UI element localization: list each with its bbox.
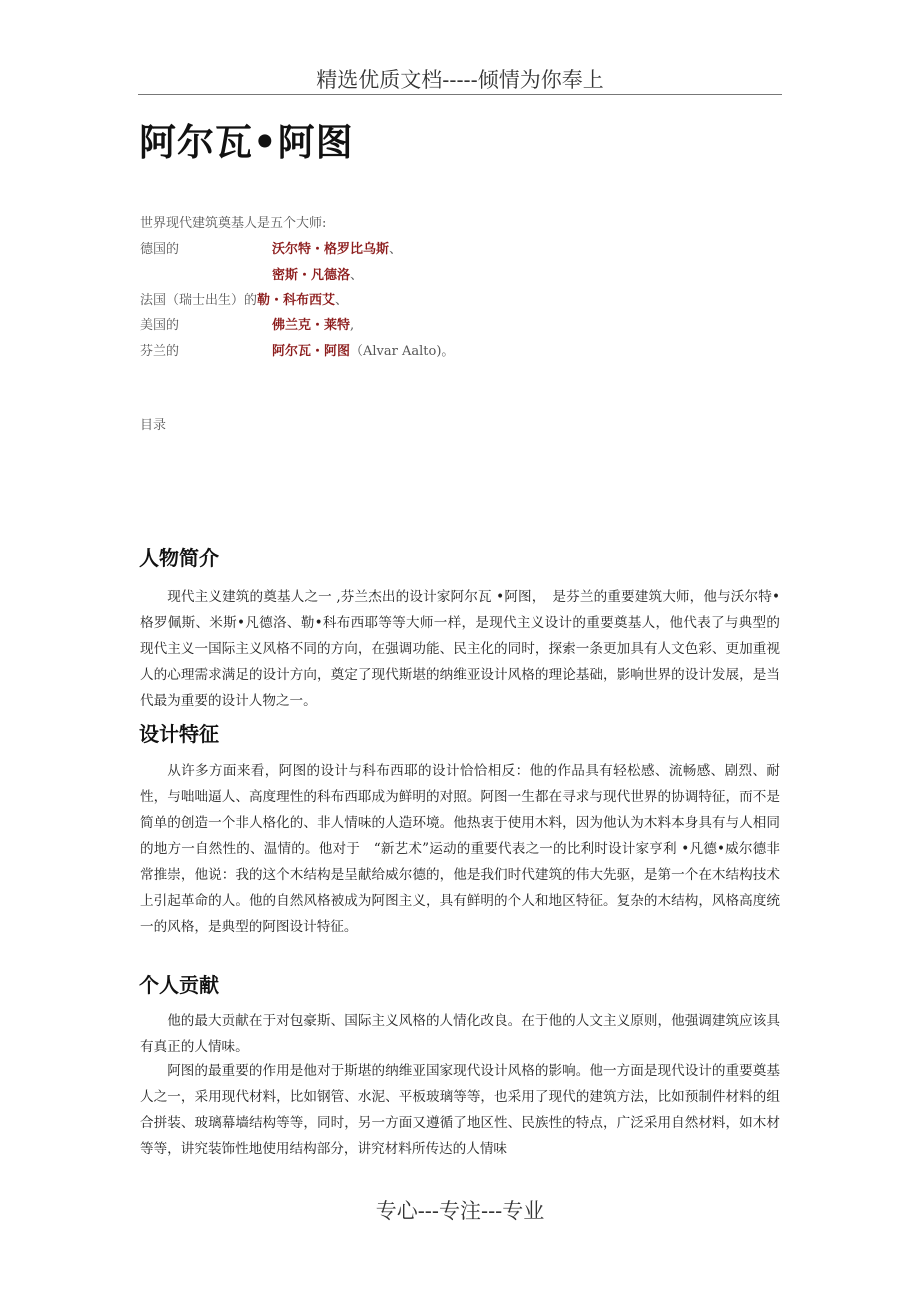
master-name: 佛兰克・莱特, (272, 318, 355, 333)
page-header: 精选优质文档-----倾情为你奉上 (316, 68, 604, 92)
contributions-paragraph: 他的最大贡献在于对包豪斯、国际主义风格的人情化改良。在于他的人文主义原则，他强调建筑应该具有真正的人情味。 (140, 1013, 780, 1055)
masters-intro: 世界现代建筑奠基人是五个大师: (140, 216, 327, 231)
master-country: 法国（瑞士出生）的 (140, 293, 258, 308)
master-country: 美国的 (140, 318, 180, 333)
master-row (140, 340, 455, 359)
master-country: 芬兰的 (140, 344, 180, 359)
section-heading-contributions: 个人贡献 (139, 973, 219, 997)
table-of-contents-label: 目录 (140, 418, 167, 433)
design-features-paragraph: 从许多方面来看，阿图的设计与科布西耶的设计恰恰相反：他的作品具有轻松感、流畅感、剧烈、耐性，与咄咄逼人、高度理性的科布西耶成为鲜明的对照。阿图一生都在寻求与现代世界的协调特征，而不是简单的创造一个非人格化的、非人情味的人造环境。他热衷于使用木料，因为他认为木料本身具有与人相同的地方一自然性的、温情的。他对于 “新艺术”运动的重要代表之一的比利时设计家亨利 •凡德•威尔德非常推崇，他说：我的这个木结构是呈献给威尔德的，他是我们时代建筑的伟大先驱，是第一个在木结构技术上引起革命的人。他的自然风格被成为阿图主义，具有鲜明的个人和地区特征。复杂的木结构，风格高度统一的风格，是典型的阿图设计特征。 (140, 763, 780, 935)
master-name: 密斯・凡德洛、 (272, 268, 364, 283)
master-name: 阿尔瓦・阿图（Alvar Aalto)。 (272, 344, 455, 359)
page-footer: 专心---专注---专业 (375, 1199, 545, 1223)
master-country: 德国的 (140, 242, 180, 257)
section-heading-design-features: 设计特征 (139, 722, 219, 746)
header-divider (138, 94, 782, 95)
section-heading-biography: 人物简介 (139, 546, 219, 570)
master-name: 沃尔特・格罗比乌斯、 (272, 242, 403, 257)
master-row (140, 238, 403, 257)
master-row (140, 314, 355, 333)
master-row (140, 289, 348, 308)
contributions-paragraph: 阿图的最重要的作用是他对于斯堪的纳维亚国家现代设计风格的影响。他一方面是现代设计的重要奠基人之一，采用现代材料，比如钢管、水泥、平板玻璃等等，也采用了现代的建筑方法，比如预制件材料的组合拼装、玻璃幕墙结构等等，同时，另一方面又遵循了地区性、民族性的特点，广泛采用自然材料，如木材等等，讲究装饰性地使用结构部分，讲究材料所传达的人情味 (140, 1063, 780, 1157)
biography-paragraph: 现代主义建筑的奠基人之一 ,芬兰杰出的设计家阿尔瓦 •阿图， 是芬兰的重要建筑大师，他与沃尔特•格罗佩斯、米斯•凡德洛、勒•科布西耶等等大师一样，是现代主义设计的重要奠基人，他代表了与典型的现代主义一国际主义风格不同的方向，在强调功能、民主化的同时，探索一条更加具有人文色彩、更加重视人的心理需求满足的设计方向，奠定了现代斯堪的纳维亚设计风格的理论基础，影响世界的设计发展，是当代最为重要的设计人物之一。 (140, 589, 780, 709)
document-title: 阿尔瓦•阿图 (139, 120, 354, 164)
master-name: 勒・科布西艾、 (257, 293, 349, 308)
